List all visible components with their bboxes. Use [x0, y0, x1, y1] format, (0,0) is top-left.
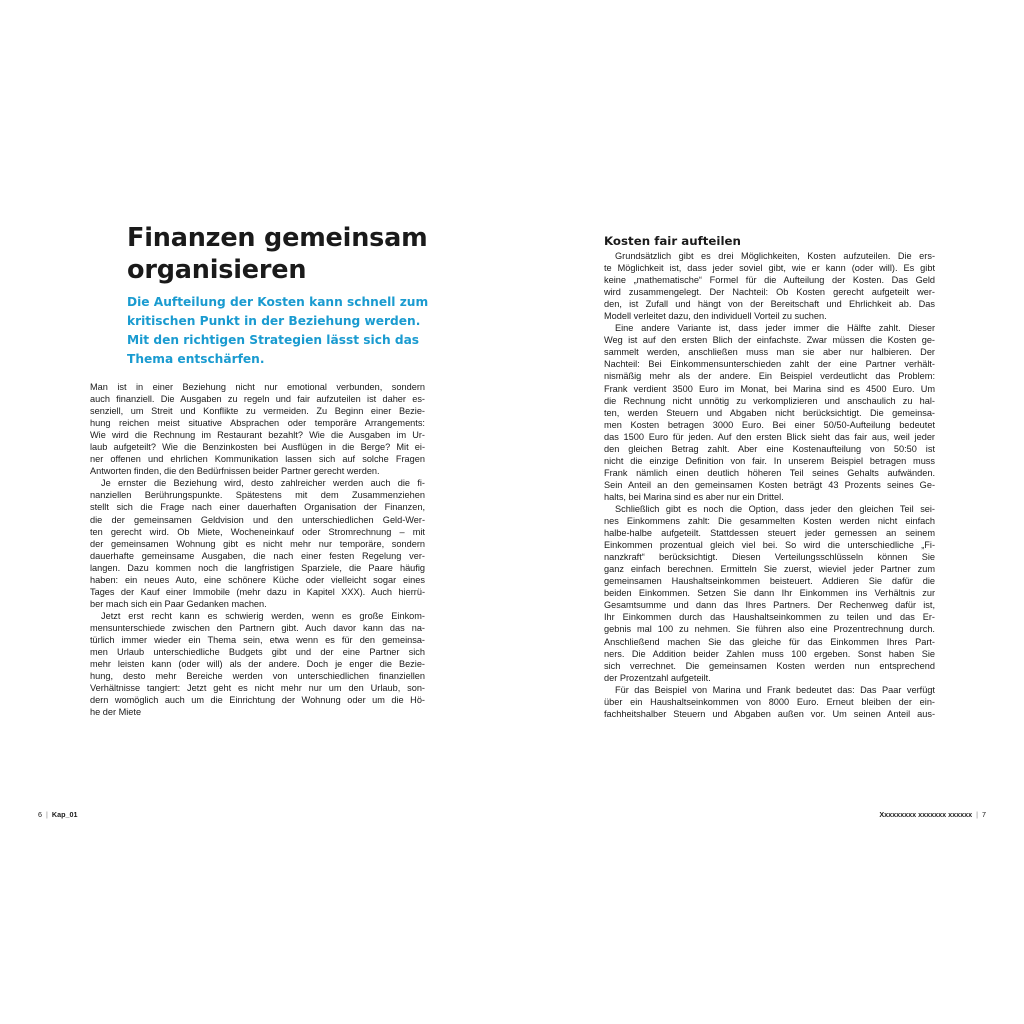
- body-line: men Urlaub unterschiedliche Budgets gibt und der eine Partner sich: [90, 647, 425, 658]
- lead-paragraph: [127, 293, 427, 369]
- body-line: langen. Dazu kommen noch die langfristigen Sparziele, die Paare häufig: [90, 562, 425, 573]
- body-line: Einkommen prozentual gleich viel bei. So wird die unterschiedliche „Fi-: [604, 540, 935, 551]
- body-line: halbe-halbe aufgeteilt. Stattdessen steuert jeder gemessen an seinem: [604, 528, 935, 539]
- body-line: gemeinsamen Haushaltseinkommen beisteuert. Addieren Sie dafür die: [604, 576, 935, 587]
- body-line: Schließlich gibt es noch die Option, dass jeder den gleichen Teil sei-: [615, 503, 935, 514]
- body-line: hung, desto mehr Bereiche werden von unterschiedlichen finanziellen: [90, 671, 425, 682]
- body-line: ganz einfach berechnen. Ermitteln Sie zuerst, wieviel jeder Partner zum: [604, 564, 935, 575]
- body-line: nismäßig mehr als der andere. Ein Beispiel verdeutlicht das Problem:: [604, 371, 935, 382]
- chapter-title-line: organisieren: [127, 255, 307, 285]
- body-line: türlich immer wieder ein Thema sein, etwa wenn es für den gemeinsa-: [90, 634, 425, 645]
- footer-separator: |: [46, 810, 48, 819]
- body-line: über ein Haushaltseinkommen von 8000 Euro. Erneut bleiben der ein-: [604, 696, 935, 707]
- body-line: dauerhafte gemeinsame Ausgaben, die nach einer festen Regelung ver-: [90, 550, 425, 561]
- body-line: stellt sich die Frage nach einer dauerhaften Organisation der Finanzen,: [90, 502, 425, 513]
- left-page-footer: [38, 810, 77, 820]
- body-line: senziell, um Streit und Konflikte zu vermeiden. Zu Beginn einer Bezie-: [90, 406, 425, 417]
- body-line: Grundsätzlich gibt es drei Möglichkeiten, Kosten aufzuteilen. Die ers-: [615, 251, 935, 261]
- body-line: ners. Die Addition beider Zahlen muss 100 ergeben. Sonst haben Sie: [604, 648, 935, 659]
- body-line: ner offenen und ehrlichen Kommunikation lassen sich auf solche Fragen: [90, 454, 425, 465]
- body-line: Antworten finden, die den Bedürfnissen beider Partner gerecht werden.: [90, 466, 380, 477]
- lead-line: Mit den richtigen Strategien lässt sich das: [127, 333, 420, 347]
- body-line: halts, bei Marina sind es aber nur ein Drittel.: [604, 491, 784, 502]
- body-line: ten, werden Steuern und Abgaben nicht berücksichtigt. Die gemeinsa-: [604, 407, 935, 418]
- body-line: dern womöglich auch um die Einrichtung der Wohnung oder um die Hö-: [90, 695, 425, 706]
- body-line: Modell verleitet dazu, den individuell Vorteil zu suchen.: [604, 311, 827, 322]
- lead-line: kritischen Punkt in der Beziehung werden.: [127, 314, 421, 328]
- body-line: Tages der Kauf einer Immobile (mehr dazu in Kapitel XXX). Auch hierrü-: [90, 586, 425, 597]
- body-line: te Möglichkeit ist, dass jeder soviel gibt, wie er kann (oder will). Es gibt: [604, 263, 935, 274]
- body-line: Je ernster die Beziehung wird, desto zahlreicher werden auch die fi-: [101, 478, 425, 489]
- body-line: ber mach sich ein Paar Gedanken machen.: [90, 598, 267, 609]
- body-line: das 1500 Euro für jeden. Auf den ersten Blick sieht das fair aus, weil jeder: [604, 431, 935, 442]
- body-line: nicht die einzige Definition von fair. In unserem Beispiel betragen muss: [604, 455, 935, 466]
- body-line: die der gemeinsamen Geldvision und den unterschiedlichen Geld-Wer-: [90, 514, 425, 525]
- left-body-text: [90, 381, 425, 718]
- body-line: nes Einkommens zahlt: Die gesammelten Kosten werden nicht einfach: [604, 516, 935, 527]
- lead-line: Thema entschärfen.: [127, 352, 265, 366]
- page-number: 6: [38, 810, 42, 819]
- footer-label: Kap_01: [51, 810, 78, 819]
- body-line: Ihr Einkommen durch das Haushaltseinkommen zu teilen und das Er-: [604, 612, 935, 623]
- body-line: Eine andere Variante ist, dass jeder immer die Hälfte zahlt. Dieser: [615, 323, 935, 334]
- body-line: sich verrechnet. Die gemeinsamen Kosten werden nun entsprechend: [604, 660, 935, 671]
- body-line: gebnis mal 100 zu nehmen. Sie führen also eine Prozentrechnung durch.: [604, 624, 935, 635]
- footer-separator: |: [976, 810, 978, 819]
- body-line: Frank nämlich einen deutlich höheren Teil seines Gehalts aufwänden.: [604, 467, 935, 478]
- body-line: Gesamtsumme und dann das Ihres Partners. Der Rechenweg dafür ist,: [604, 600, 935, 611]
- chapter-title: [127, 222, 457, 286]
- page-number: 7: [982, 810, 986, 819]
- lead-line: Die Aufteilung der Kosten kann schnell zum: [127, 295, 429, 309]
- body-line: he der Miete: [90, 707, 142, 718]
- body-line: beiden Einkommen. Setzen Sie dann Ihr Einkommen ins Verhältnis zur: [604, 588, 935, 599]
- body-line: mensunterschiede zwischen den Partnern gibt. Auch davor kann das na-: [90, 622, 425, 633]
- body-line: wird zusammengelegt. Der Nachteil: Ob Kosten gerecht aufgeteilt wer-: [604, 287, 935, 298]
- right-page-footer: [879, 810, 986, 820]
- body-line: Weg ist auf den ersten Blich der einfachste. Zwar müssen die Kosten ge-: [604, 335, 935, 346]
- section-heading: Kosten fair aufteilen: [604, 234, 741, 248]
- body-line: der Prozentzahl aufgeteilt.: [604, 672, 711, 683]
- body-line: die Rechnung nicht unnötig zu verkomplizieren und anschaulich zu hal-: [604, 395, 935, 406]
- body-line: haben: ein neues Auto, eine schönere Küche oder vielleicht sogar eines: [90, 574, 425, 585]
- body-line: den gleichen Betrag zahlt. Aber eine Kostenaufteilung von 50:50 ist: [604, 443, 935, 454]
- body-line: Wie wird die Rechnung im Restaurant bezahlt? Wie die Ausgaben im Ur-: [90, 430, 425, 441]
- body-line: nanziellen Berührungspunkte. Spätestens mit dem Zusammenziehen: [90, 490, 425, 501]
- body-line: Frank verdient 3500 Euro im Monat, bei Marina sind es 4500 Euro. Um: [604, 383, 935, 394]
- body-line: men Kosten betragen 3000 Euro. Bei einer 50/50-Aufteilung bedeutet: [604, 419, 935, 430]
- body-line: Sein Anteil an den gemeinsamen Kosten beträgt 43 Prozents seines Ge-: [604, 479, 935, 490]
- body-line: sammelt werden, anschließen muss man sie aber nur halbieren. Der: [604, 347, 935, 358]
- body-line: hung reichen meist situative Absprachen oder temporäre Arrangements:: [90, 418, 425, 429]
- body-line: Nachteil: Bei Einkommensunterschieden zahlt der eine Partner verhält-: [604, 359, 935, 370]
- body-line: Man ist in einer Beziehung nicht nur emotional verbunden, sondern: [90, 382, 425, 392]
- body-line: keine „mathematische“ Formel für die Aufteilung der Kosten. Das Geld: [604, 275, 935, 286]
- footer-label: Xxxxxxxxx xxxxxxx xxxxxx: [879, 810, 973, 819]
- body-line: laub aufgeteilt? Wie die Benzinkosten bei Ausflügen in die Berge? Mit ei-: [90, 442, 425, 453]
- body-line: nanzkraft“ berücksichtigt. Diesen Verteilungsschlüsseln können Sie: [604, 552, 935, 563]
- body-line: ten gerecht wird. Ob Miete, Wocheneinkauf oder Stromrechnung – mit: [90, 526, 425, 537]
- body-line: Anschließend machen Sie das gleiche für das Einkommen Ihres Part-: [604, 636, 935, 647]
- body-line: auch finanziell. Die Ausgaben zu regeln und fair aufzuteilen ist daher es-: [90, 394, 425, 405]
- body-line: Für das Beispiel von Marina und Frank bedeutet das: Das Paar verfügt: [615, 684, 935, 695]
- body-line: Verhältnisse tangiert: Jetzt geht es nicht mehr nur um den Urlaub, son-: [90, 683, 425, 694]
- body-line: Jetzt erst recht kann es schwierig werden, wenn es große Einkom-: [101, 610, 425, 621]
- body-line: mehr leisten kann (oder will) als der andere. Doch je enger die Bezie-: [90, 659, 425, 670]
- right-page: [512, 0, 1024, 1024]
- chapter-title-line: Finanzen gemeinsam: [127, 223, 428, 253]
- body-line: fachheitshalber Steuern und Abgaben außen vor. Um seinen Anteil aus-: [604, 708, 935, 719]
- right-body-text: [604, 250, 935, 720]
- body-line: der gemeinsamen Wohnung gibt es nicht mehr nur temporäre, sondern: [90, 538, 425, 549]
- body-line: den, ist Zufall und hängt von der Bereitschaft und Ehrlichkeit ab. Das: [604, 299, 935, 310]
